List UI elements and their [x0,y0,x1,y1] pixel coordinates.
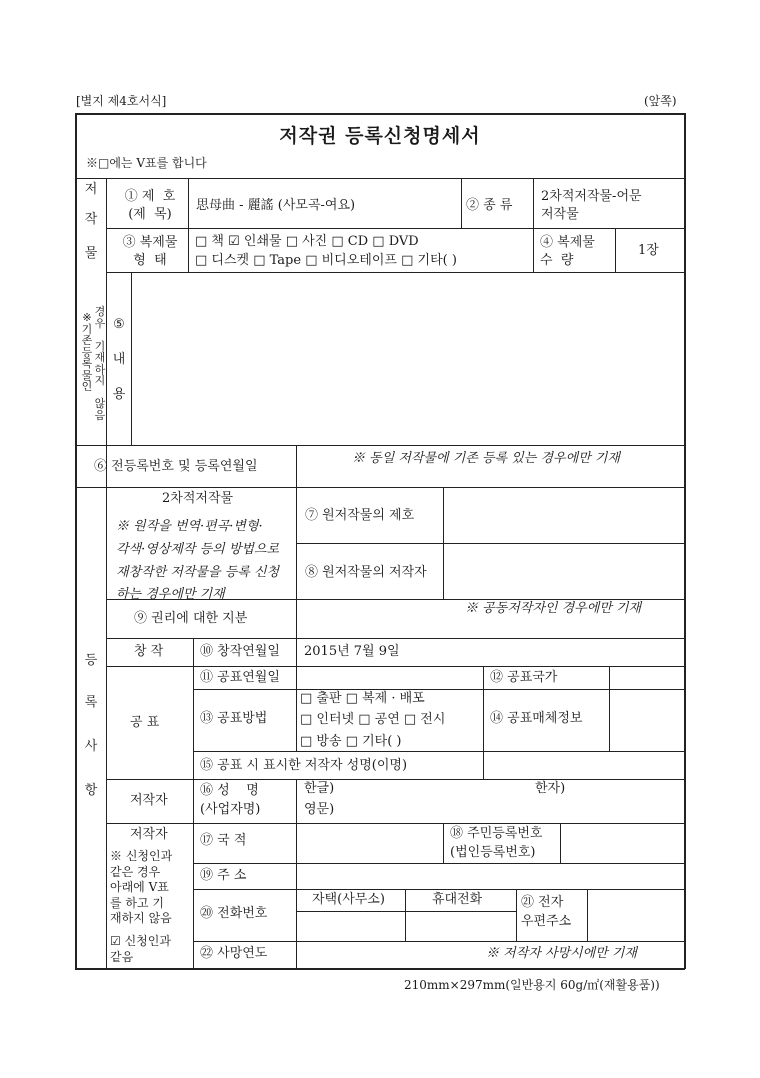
author-name-hanja[interactable]: 한자) [535,781,566,796]
author-name-english[interactable]: 영문) [304,802,335,817]
phone-mobile-label: 휴대전화 [432,892,483,907]
type-field-label: ② 종 류 [466,198,513,213]
instruction-text: ※□에는 V표를 합니다 [86,156,207,170]
original-title-label: ⑦ 원저작물의 제호 [305,508,415,523]
creation-label: 창 작 [134,644,164,659]
paper-spec-footer: 210mm×297mm(일반용지 60g/㎡(재활용품)) [404,978,660,992]
derivative-title: 2차적저작물 [162,491,234,506]
author-label: 저작자 [130,793,168,808]
publication-method-label: ⑬ 공표방법 [200,711,268,726]
publication-method-row1[interactable]: □ 출판 □ 복제 · 배포 [300,691,425,706]
phone-home-label: 자택(사무소) [312,892,385,907]
rights-share-note: ※ 공동저작자인 경우에만 기재 [465,601,642,616]
nationality-label: ⑰ 국 적 [200,833,247,848]
published-author-name-field[interactable] [488,756,678,776]
type-field-value[interactable]: 2차적저작물-어문 저작물 [541,189,642,222]
resident-number-label: ⑱ 주민등록번호 (법인등록번호) [450,826,543,860]
publication-date-label: ⑪ 공표연월일 [200,670,280,685]
email-label: ㉑ 전자 우편주소 [521,895,572,929]
prior-registration-label: ⑥ 전등록번호 및 등록연월일 [94,459,258,474]
publication-method-row3[interactable]: □ 방송 □ 기타( ) [300,734,402,749]
rights-share-label: ⑨ 권리에 대한 지분 [134,611,248,626]
publication-media-label: ⑭ 공표매체정보 [490,711,583,726]
phone-label: ⑳ 전화번호 [200,906,268,921]
author2-label: 저작자 [130,827,168,842]
author2-note: ※ 신청인과 같은 경우 아래에 V표 를 하고 기 재하지 않음 [110,849,173,926]
death-year-note: ※ 저작자 사망시에만 기재 [486,946,637,961]
publication-method-row2[interactable]: □ 인터넷 □ 공연 □ 전시 [300,712,446,727]
publication-label: 공 표 [130,715,160,730]
page-side: (앞쪽) [644,94,677,108]
copy-form-options-row2[interactable]: □ 디스켓 □ Tape □ 비디오테이프 □ 기타( ) [195,253,457,268]
death-year-label: ㉒ 사망연도 [200,946,268,961]
original-title-field[interactable] [450,496,678,534]
prior-registration-field[interactable] [300,470,680,484]
same-as-applicant-checkbox[interactable]: ☑ 신청인과 같음 [110,934,171,964]
form-title: 저작권 등록신청명세서 [279,125,481,147]
derivative-note: ※ 원작을 번역·편곡·변형· 각색·영상제작 등의 방법으로 재창작한 저작물을 등록 신청 하는 경우에만 기재 [116,519,280,603]
copy-form-label: ③ 복제물 형 태 [122,235,178,268]
address-label: ⑲ 주 소 [200,868,247,883]
address-field[interactable] [300,867,680,885]
publication-country-label: ⑫ 공표국가 [490,670,558,685]
copy-form-options-row1[interactable]: □ 책 ☑ 인쇄물 □ 사진 □ CD □ DVD [195,234,419,249]
copy-quantity-label: ④ 복제물 수 량 [540,235,595,268]
author-name-label: ⑯ 성 명 (사업자명) [200,783,261,817]
rights-share-field[interactable] [300,620,680,634]
published-author-name-label: ⑮ 공표 시 표시한 저작자 성명(이명) [200,758,408,773]
title-field-label: ① 제 호 (제 목) [124,189,176,222]
original-author-label: ⑧ 원저작물의 저작자 [305,565,427,580]
content-field[interactable] [140,280,678,440]
original-author-field[interactable] [450,550,678,594]
prior-registration-note: ※ 동일 저작물에 기존 등록 있는 경우에만 기재 [352,451,620,466]
creation-date-label: ⑩ 창작연월일 [200,644,280,659]
copy-quantity-value[interactable]: 1장 [638,243,659,258]
author-name-korean[interactable]: 한글) [304,781,335,796]
form-number: [별지 제4호서식] [76,94,167,108]
creation-date-value[interactable]: 2015년 7월 9일 [304,644,400,659]
title-field-value[interactable]: 思母曲 - 麗謠 (사모곡-여요) [196,198,356,213]
